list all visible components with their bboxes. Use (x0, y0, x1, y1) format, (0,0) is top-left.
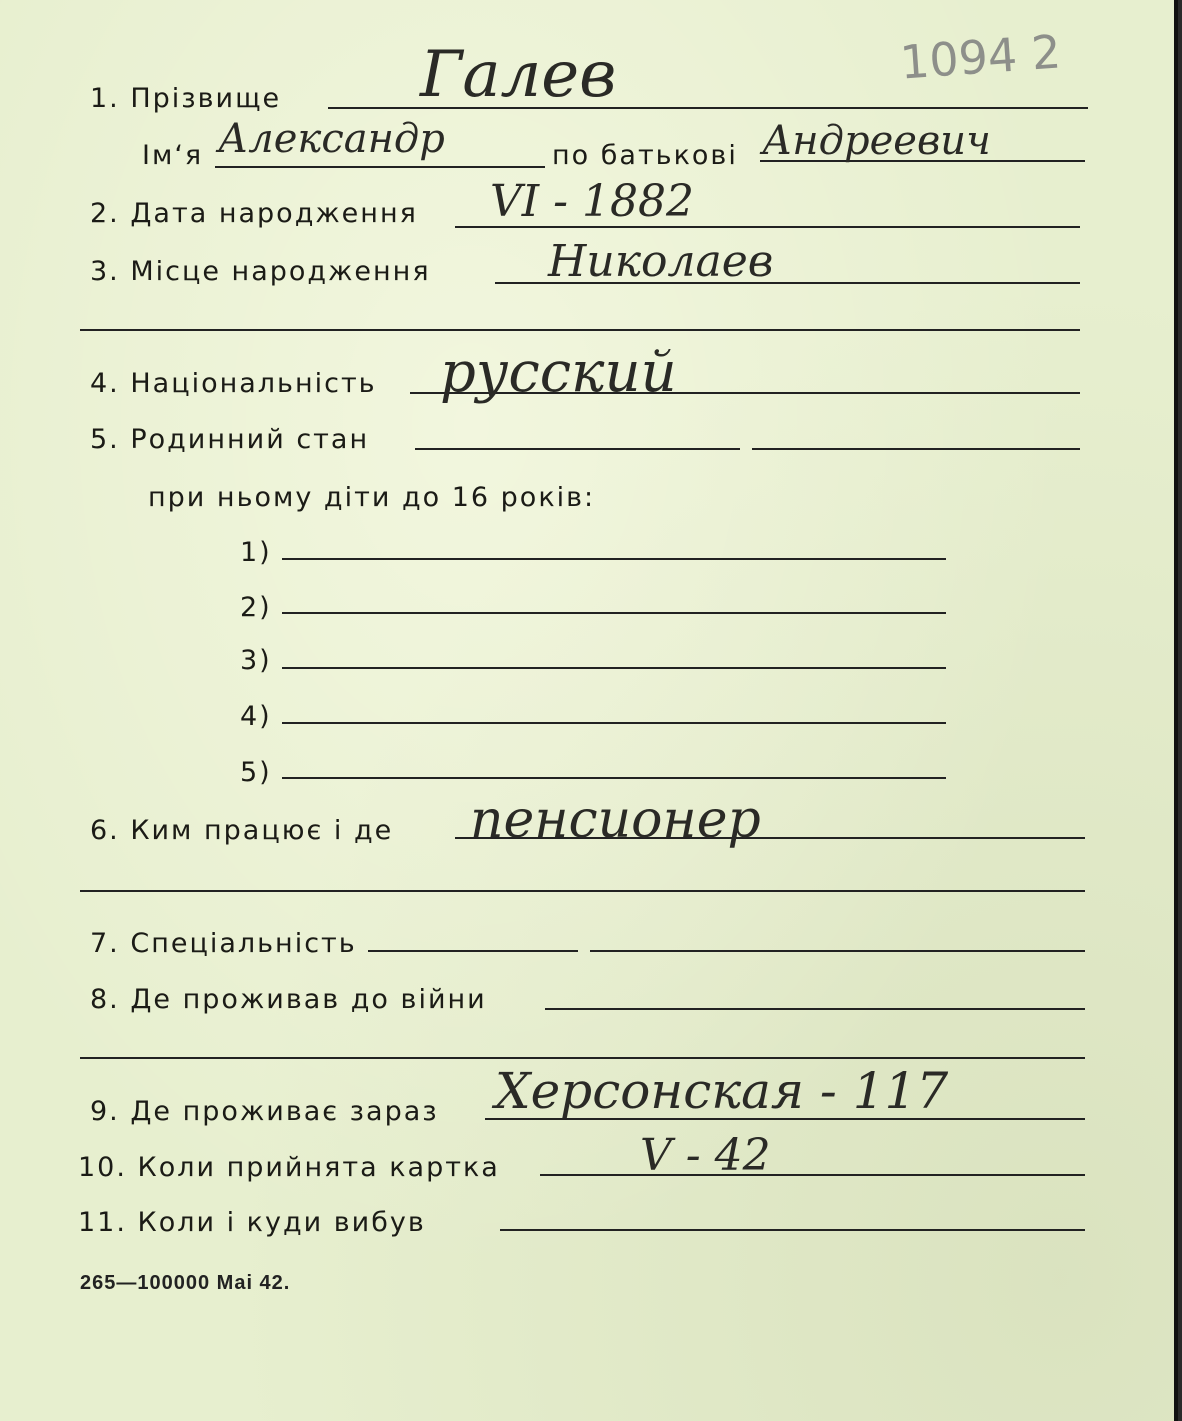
accepted-handwritten: V - 42 (640, 1130, 771, 1181)
prewar-label: 8. Де проживав до війни (90, 984, 487, 1015)
child-5-line (282, 777, 946, 779)
work-handwritten: пенсионер (470, 790, 761, 850)
accepted-label: 10. Коли прийнята картка (78, 1152, 500, 1183)
firstname-handwritten: Александр (218, 116, 445, 162)
prewar-line (545, 1008, 1085, 1010)
surname-handwritten: Галев (420, 38, 617, 112)
child-2-label: 2) (240, 592, 272, 623)
work-label: 6. Ким працює і де (90, 815, 394, 846)
left-label: 11. Коли і куди вибув (78, 1207, 426, 1238)
prewar-line-2 (80, 1057, 1085, 1059)
marital-line-1 (415, 448, 740, 450)
marital-line-2 (752, 448, 1080, 450)
nationality-handwritten: русский (440, 340, 677, 405)
patronymic-handwritten: Андреевич (762, 118, 991, 164)
birthdate-handwritten: VI - 1882 (490, 176, 694, 227)
specialty-line-1 (368, 950, 578, 952)
child-3-label: 3) (240, 645, 272, 676)
marital-label: 5. Родинний стан (90, 424, 370, 455)
current-label: 9. Де проживає зараз (90, 1096, 439, 1127)
child-4-line (282, 722, 946, 724)
child-5-label: 5) (240, 757, 272, 788)
firstname-line (215, 166, 545, 168)
birthplace-line-2 (80, 329, 1080, 331)
specialty-label: 7. Спеціальність (90, 928, 357, 959)
firstname-label: Ім‘я (142, 140, 204, 171)
birthplace-label: 3. Місце народження (90, 256, 431, 287)
patronymic-label: по батькові (552, 140, 738, 171)
pencil-record-number: 1094 2 (898, 24, 1063, 90)
children-label: при ньому діти до 16 років: (148, 482, 596, 513)
current-handwritten: Херсонская - 117 (495, 1062, 949, 1120)
child-4-label: 4) (240, 701, 272, 732)
specialty-line-2 (590, 950, 1085, 952)
child-1-line (282, 558, 946, 560)
child-1-label: 1) (240, 537, 272, 568)
card-edge (1174, 0, 1178, 1421)
left-line (500, 1229, 1085, 1231)
surname-label: 1. Прізвище (90, 83, 282, 114)
birthplace-handwritten: Николаев (548, 236, 774, 287)
print-footer: 265—100000 Mai 42. (80, 1272, 291, 1294)
nationality-label: 4. Національність (90, 368, 377, 399)
accepted-line (540, 1174, 1085, 1176)
work-line-2 (80, 890, 1085, 892)
child-3-line (282, 667, 946, 669)
child-2-line (282, 612, 946, 614)
birthdate-label: 2. Дата народження (90, 198, 418, 229)
